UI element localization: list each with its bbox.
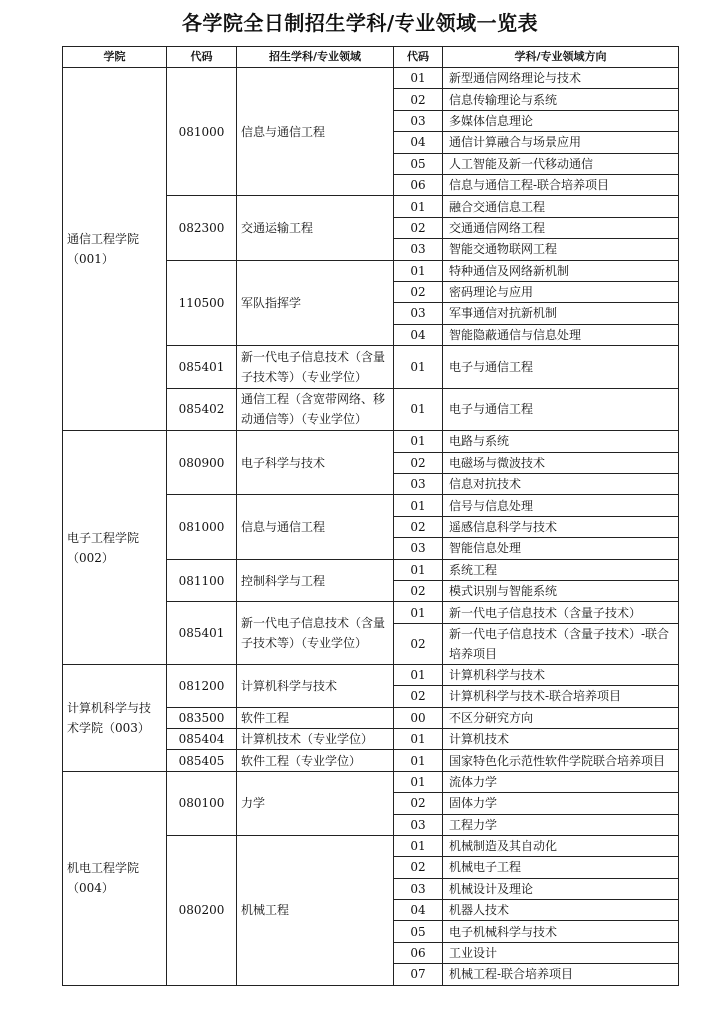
direction-code: 03 xyxy=(394,538,443,559)
direction-code: 06 xyxy=(394,942,443,963)
direction-code: 02 xyxy=(394,516,443,537)
direction-name: 电子与通信工程 xyxy=(443,388,679,431)
direction-code: 05 xyxy=(394,921,443,942)
direction-name: 智能交通物联网工程 xyxy=(443,239,679,260)
discipline-code: 085401 xyxy=(167,602,237,664)
table-row xyxy=(63,68,679,89)
discipline-code: 081100 xyxy=(167,559,237,602)
direction-name: 智能信息处理 xyxy=(443,538,679,559)
discipline-name: 力学 xyxy=(237,771,394,835)
header-discipline-code: 代码 xyxy=(167,47,237,68)
table-row xyxy=(63,771,679,792)
college-name: 机电工程学院（004） xyxy=(63,771,167,985)
discipline-code: 081200 xyxy=(167,664,237,707)
direction-code: 01 xyxy=(394,68,443,89)
discipline-name: 计算机科学与技术 xyxy=(237,664,394,707)
direction-name: 电磁场与微波技术 xyxy=(443,452,679,473)
document-title: 各学院全日制招生学科/专业领域一览表 xyxy=(181,11,539,35)
direction-name: 机械设计及理论 xyxy=(443,878,679,899)
direction-code: 02 xyxy=(394,281,443,302)
direction-code: 01 xyxy=(394,559,443,580)
direction-name: 信息传输理论与系统 xyxy=(443,89,679,110)
direction-name: 固体力学 xyxy=(443,793,679,814)
header-college: 学院 xyxy=(63,47,167,68)
direction-code: 04 xyxy=(394,324,443,345)
discipline-name: 信息与通信工程 xyxy=(237,68,394,196)
table-row xyxy=(63,664,679,685)
direction-code: 04 xyxy=(394,132,443,153)
direction-name: 信息与通信工程-联合培养项目 xyxy=(443,174,679,195)
discipline-name: 通信工程（含宽带网络、移动通信等）（专业学位） xyxy=(237,388,394,431)
direction-name: 信号与信息处理 xyxy=(443,495,679,516)
discipline-name: 软件工程（专业学位） xyxy=(237,750,394,771)
discipline-code: 085401 xyxy=(167,346,237,389)
table-body xyxy=(63,68,679,986)
direction-code: 01 xyxy=(394,431,443,452)
direction-name: 电子机械科学与技术 xyxy=(443,921,679,942)
discipline-name: 机械工程 xyxy=(237,835,394,985)
direction-name: 计算机科学与技术-联合培养项目 xyxy=(443,686,679,707)
discipline-code: 082300 xyxy=(167,196,237,260)
direction-code: 01 xyxy=(394,495,443,516)
direction-code: 01 xyxy=(394,260,443,281)
direction-code: 03 xyxy=(394,303,443,324)
discipline-code: 081000 xyxy=(167,495,237,559)
direction-name: 机器人技术 xyxy=(443,900,679,921)
direction-code: 07 xyxy=(394,964,443,985)
direction-code: 01 xyxy=(394,835,443,856)
discipline-name: 新一代电子信息技术（含量子技术等）（专业学位） xyxy=(237,346,394,389)
direction-name: 新型通信网络理论与技术 xyxy=(443,68,679,89)
direction-code: 01 xyxy=(394,664,443,685)
direction-name: 遥感信息科学与技术 xyxy=(443,516,679,537)
discipline-code: 085404 xyxy=(167,728,237,749)
direction-code: 02 xyxy=(394,452,443,473)
direction-code: 01 xyxy=(394,346,443,389)
direction-name: 军事通信对抗新机制 xyxy=(443,303,679,324)
discipline-name: 计算机技术（专业学位） xyxy=(237,728,394,749)
direction-code: 03 xyxy=(394,239,443,260)
direction-code: 04 xyxy=(394,900,443,921)
direction-code: 03 xyxy=(394,878,443,899)
direction-name: 国家特色化示范性软件学院联合培养项目 xyxy=(443,750,679,771)
direction-name: 电路与系统 xyxy=(443,431,679,452)
table-header-row xyxy=(63,47,679,68)
direction-code: 02 xyxy=(394,89,443,110)
direction-code: 02 xyxy=(394,581,443,602)
direction-name: 通信计算融合与场景应用 xyxy=(443,132,679,153)
direction-code: 00 xyxy=(394,707,443,728)
direction-name: 新一代电子信息技术（含量子技术） xyxy=(443,602,679,623)
direction-name: 机械工程-联合培养项目 xyxy=(443,964,679,985)
direction-name: 新一代电子信息技术（含量子技术）-联合培养项目 xyxy=(443,623,679,664)
direction-name: 模式识别与智能系统 xyxy=(443,581,679,602)
direction-code: 02 xyxy=(394,623,443,664)
direction-name: 系统工程 xyxy=(443,559,679,580)
discipline-name: 军队指挥学 xyxy=(237,260,394,346)
direction-code: 01 xyxy=(394,771,443,792)
discipline-code: 080900 xyxy=(167,431,237,495)
direction-name: 计算机技术 xyxy=(443,728,679,749)
direction-code: 06 xyxy=(394,174,443,195)
direction-name: 工业设计 xyxy=(443,942,679,963)
direction-code: 03 xyxy=(394,110,443,131)
discipline-name: 软件工程 xyxy=(237,707,394,728)
direction-name: 智能隐蔽通信与信息处理 xyxy=(443,324,679,345)
direction-code: 02 xyxy=(394,857,443,878)
direction-code: 03 xyxy=(394,814,443,835)
direction-name: 工程力学 xyxy=(443,814,679,835)
discipline-code: 080200 xyxy=(167,835,237,985)
direction-code: 01 xyxy=(394,750,443,771)
header-direction-code: 代码 xyxy=(394,47,443,68)
table-row xyxy=(63,431,679,452)
direction-name: 多媒体信息理论 xyxy=(443,110,679,131)
college-name: 电子工程学院（002） xyxy=(63,431,167,665)
discipline-name: 控制科学与工程 xyxy=(237,559,394,602)
direction-name: 机械制造及其自动化 xyxy=(443,835,679,856)
direction-code: 01 xyxy=(394,196,443,217)
direction-code: 01 xyxy=(394,728,443,749)
discipline-code: 085402 xyxy=(167,388,237,431)
direction-code: 01 xyxy=(394,602,443,623)
direction-name: 计算机科学与技术 xyxy=(443,664,679,685)
direction-name: 密码理论与应用 xyxy=(443,281,679,302)
discipline-name: 交通运输工程 xyxy=(237,196,394,260)
discipline-code: 110500 xyxy=(167,260,237,346)
direction-name: 融合交通信息工程 xyxy=(443,196,679,217)
discipline-name: 新一代电子信息技术（含量子技术等）（专业学位） xyxy=(237,602,394,664)
college-name: 通信工程学院（001） xyxy=(63,68,167,431)
direction-code: 02 xyxy=(394,793,443,814)
college-name: 计算机科学与技术学院（003） xyxy=(63,664,167,771)
discipline-code: 085405 xyxy=(167,750,237,771)
direction-code: 05 xyxy=(394,153,443,174)
direction-name: 不区分研究方向 xyxy=(443,707,679,728)
discipline-name: 信息与通信工程 xyxy=(237,495,394,559)
header-discipline-name: 招生学科/专业领域 xyxy=(237,47,394,68)
discipline-name: 电子科学与技术 xyxy=(237,431,394,495)
direction-name: 信息对抗技术 xyxy=(443,474,679,495)
direction-code: 02 xyxy=(394,686,443,707)
direction-name: 流体力学 xyxy=(443,771,679,792)
direction-name: 机械电子工程 xyxy=(443,857,679,878)
discipline-code: 080100 xyxy=(167,771,237,835)
discipline-code: 081000 xyxy=(167,68,237,196)
direction-code: 03 xyxy=(394,474,443,495)
direction-name: 特种通信及网络新机制 xyxy=(443,260,679,281)
direction-code: 01 xyxy=(394,388,443,431)
discipline-code: 083500 xyxy=(167,707,237,728)
direction-name: 人工智能及新一代移动通信 xyxy=(443,153,679,174)
direction-name: 交通通信网络工程 xyxy=(443,217,679,238)
header-direction-name: 学科/专业领域方向 xyxy=(443,47,679,68)
direction-name: 电子与通信工程 xyxy=(443,346,679,389)
direction-code: 02 xyxy=(394,217,443,238)
discipline-table xyxy=(62,46,679,986)
